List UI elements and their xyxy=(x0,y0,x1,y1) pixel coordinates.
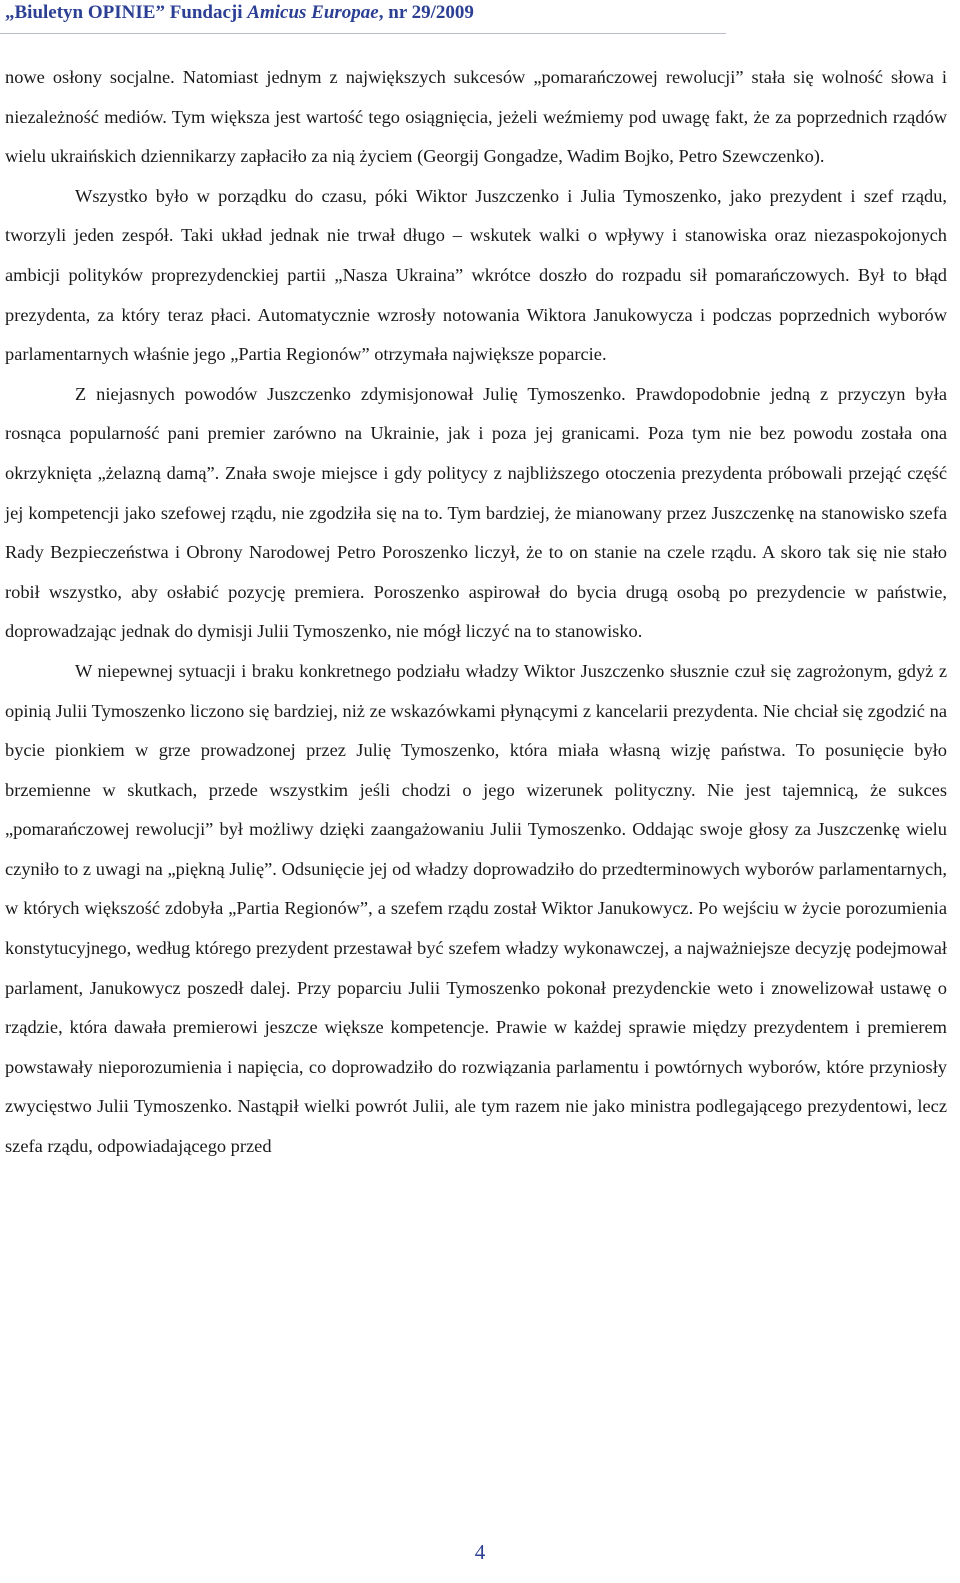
header-title: „Biuletyn OPINIE” Fundacji xyxy=(5,2,248,23)
paragraph-3: Z niejasnych powodów Juszczenko zdymisjonował Julię Tymoszenko. Prawdopodobnie jedną z przyczyn była rosnąca popularność pani premier zarówno na Ukrainie, jak i poza jej granicami. Poza tym nie bez powodu została ona okrzyknięta „żelazną damą”. Znała swoje miejsce i gdy politycy z najbliższego otoczenia prezydenta próbowali przejąć część jej kompetencji jako szefowej rządu, nie zgodziła się na to. Tym bardziej, że mianowany przez Juszczenkę na stanowisko szefa Rady Bezpieczeństwa i Obrony Narodowej Petro Poroszenko liczył, że to on stanie na czele rządu. A skoro tak się nie stało robił wszystko, aby osłabić pozycję premiera. Poroszenko aspirował do bycia drugą osobą po prezydencie w państwie, doprowadzając jednak do dymisji Julii Tymoszenko, nie mógł liczyć na to stanowisko. xyxy=(5,383,947,642)
bulletin-header xyxy=(5,2,474,24)
paragraph-2: Wszystko było w porządku do czasu, póki Wiktor Juszczenko i Julia Tymoszenko, jako prezydent i szef rządu, tworzyli jeden zespół. Taki układ jednak nie trwał długo – wskutek walki o wpływy i stanowiska oraz niezaspokojonych ambicji polityków proprezydenckiej partii „Nasza Ukraina” wkrótce doszło do rozpadu sił pomarańczowych. Był to błąd prezydenta, za który teraz płaci. Automatycznie wzrosły notowania Wiktora Janukowycza i podczas poprzednich wyborów parlamentarnych właśnie jego „Partia Regionów” otrzymała największe poparcie. xyxy=(5,185,947,365)
paragraph-4: W niepewnej sytuacji i braku konkretnego podziału władzy Wiktor Juszczenko słusznie czuł się zagrożonym, gdyż z opinią Julii Tymoszenko liczono się bardziej, niż ze wskazówkami płynącymi z kancelarii prezydenta. Nie chciał się zgodzić na bycie pionkiem w grze prowadzonej przez Julię Tymoszenko, która miała własną wizję państwa. To posunięcie było brzemienne w skutkach, przede wszystkim jeśli chodzi o jego wizerunek polityczny. Nie jest tajemnicą, że sukces „pomarańczowej rewolucji” był możliwy dzięki zaangażowaniu Julii Tymoszenko. Oddając swoje głosy za Juszczenkę wielu czyniło to z uwagi na „piękną Julię”. Odsunięcie jej od władzy doprowadziło do przedterminowych wyborów parlamentarnych, w których większość zdobyła „Partia Regionów”, a szefem rządu został Wiktor Janukowycz. Po wejściu w życie porozumienia konstytucyjnego, według którego prezydent przestawał być szefem władzy wykonawczej, a najważniejsze decyzję podejmował parlament, Janukowycz poszedł dalej. Przy poparciu Julii Tymoszenko pokonał prezydenckie weto i znowelizował ustawę o rządzie, która dawała premierowi jeszcze większe kompetencje. Prawie w każdej sprawie między prezydentem i premierem powstawały nieporozumienia i napięcia, co doprowadziło do rozwiązania parlamentu i powtórnych wyborów, które przyniosły zwycięstwo Julii Tymoszenko. Nastąpił wielki powrót Julii, ale tym razem nie jako ministra podlegającego prezydentowi, lecz szefa rządu, odpowiadającego przed xyxy=(5,660,947,1157)
header-divider xyxy=(0,33,726,34)
paragraph-1: nowe osłony socjalne. Natomiast jednym z największych sukcesów „pomarańczowej rewolucji” stała się wolność słowa i niezależność mediów. Tym większa jest wartość tego osiągnięcia, jeżeli weźmiemy pod uwagę fakt, że za poprzednich rządów wielu ukraińskich dziennikarzy zapłaciło za nią życiem (Georgij Gongadze, Wadim Bojko, Petro Szewczenko). xyxy=(5,67,947,167)
header-foundation-name: Amicus Europae xyxy=(247,2,379,23)
page-number: 4 xyxy=(474,1540,486,1564)
header-issue: , nr 29/2009 xyxy=(378,2,474,23)
article-body xyxy=(5,58,947,1167)
